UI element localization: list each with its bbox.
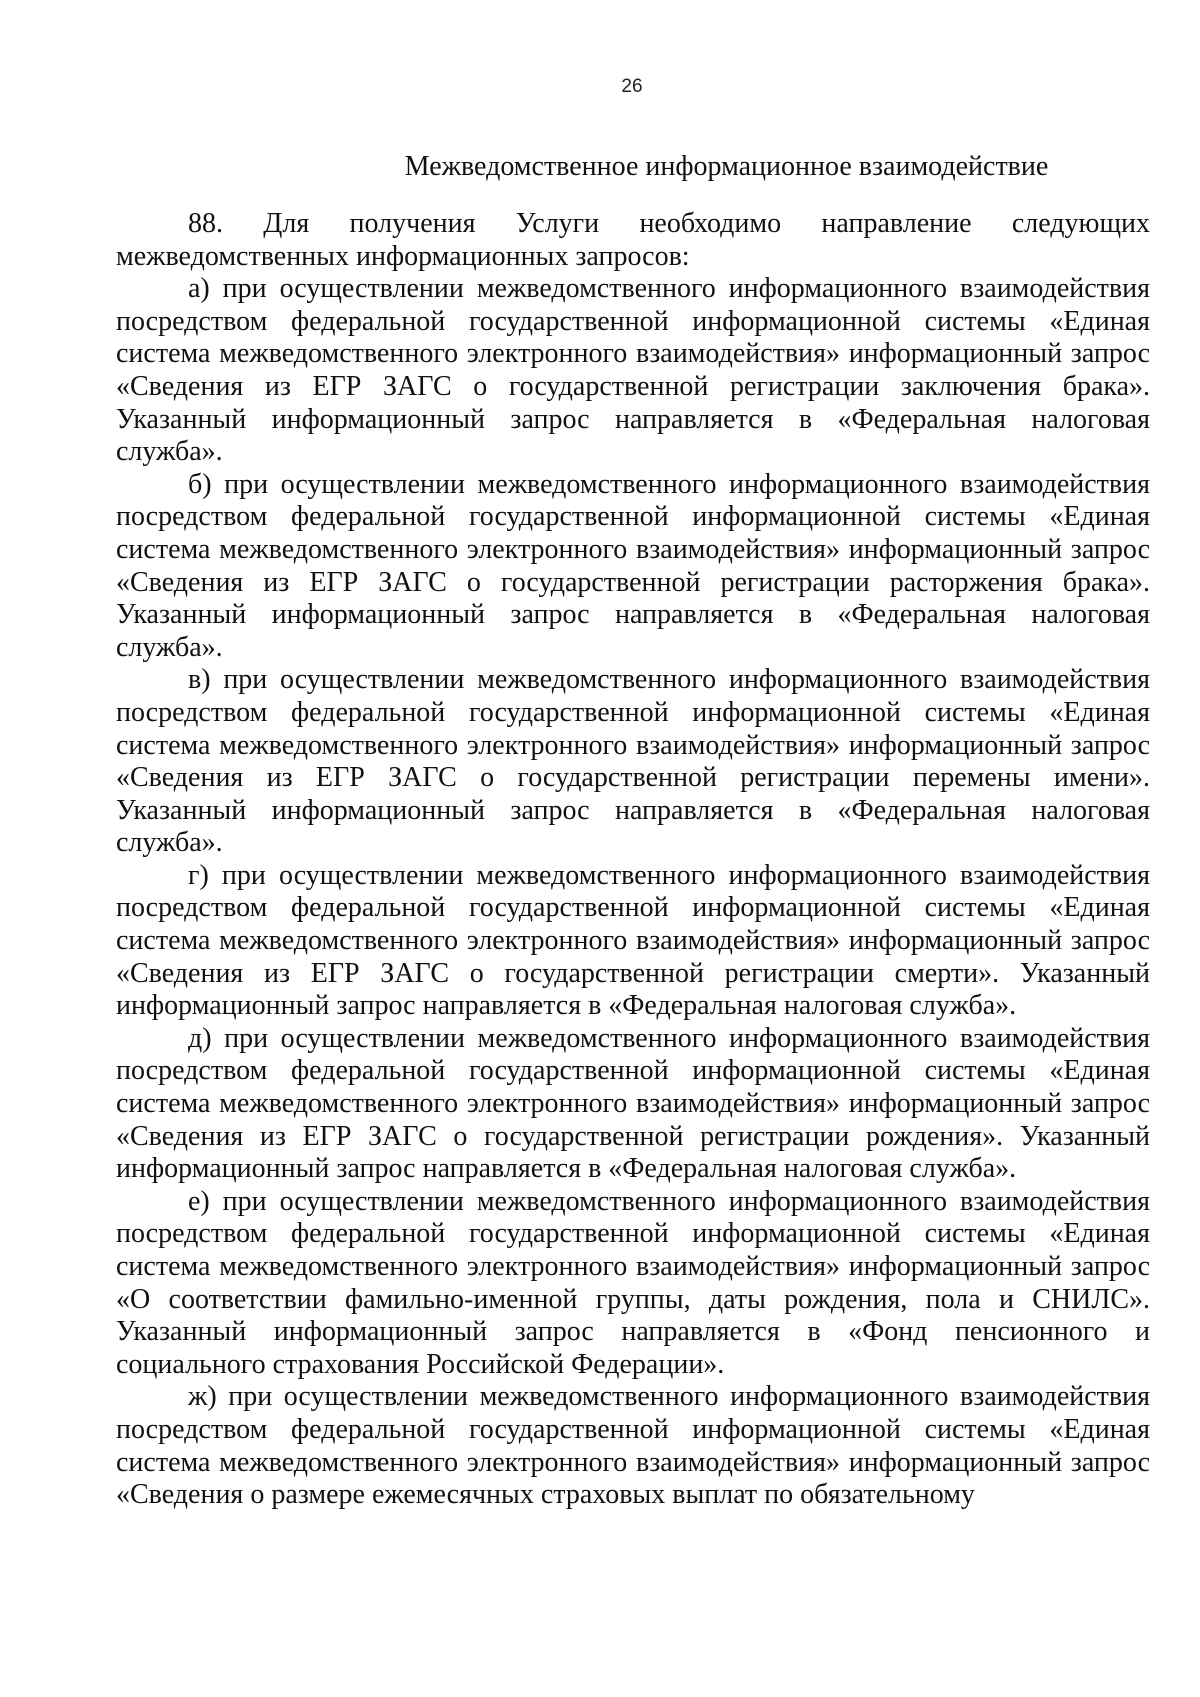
paragraph-item-zh: ж) при осуществлении межведомственного информационного взаимодействия посредством федеральной государственной информационной системы «Единая система межведомственного электронного взаимодействия» информационный запрос «Сведения о размере ежемесячных страховых выплат по обязательному [116, 1381, 1150, 1511]
paragraph-item-v: в) при осуществлении межведомственного информационного взаимодействия посредством федеральной государственной информационной системы «Единая система межведомственного электронного взаимодействия» информационный запрос «Сведения из ЕГР ЗАГС о государственной регистрации перемены имени». Указанный информационный запрос направляется в «Федеральная налоговая служба». [116, 664, 1150, 859]
paragraph-88-intro: 88. Для получения Услуги необходимо направление следующих межведомственных информационных запросов: [116, 208, 1150, 272]
paragraph-item-e: е) при осуществлении межведомственного информационного взаимодействия посредством федеральной государственной информационной системы «Единая система межведомственного электронного взаимодействия» информационный запрос «О соответствии фамильно-именной группы, даты рождения, пола и СНИЛС». Указанный информационный запрос направляется в «Фонд пенсионного и социального страхования Российской Федерации». [116, 1185, 1150, 1380]
paragraph-item-d: д) при осуществлении межведомственного информационного взаимодействия посредством федеральной государственной информационной системы «Единая система межведомственного электронного взаимодействия» информационный запрос «Сведения из ЕГР ЗАГС о государственной регистрации рождения». Указанный информационный запрос направляется в «Федеральная налоговая служба». [116, 1022, 1150, 1185]
paragraph-item-g: г) при осуществлении межведомственного информационного взаимодействия посредством федеральной государственной информационной системы «Единая система межведомственного электронного взаимодействия» информационный запрос «Сведения из ЕГР ЗАГС о государственной регистрации смерти». Указанный информационный запрос направляется в «Федеральная налоговая служба». [116, 859, 1150, 1022]
paragraph-item-a: а) при осуществлении межведомственного информационного взаимодействия посредством федеральной государственной информационной системы «Единая система межведомственного электронного взаимодействия» информационный запрос «Сведения из ЕГР ЗАГС о государственной регистрации заключения брака». Указанный информационный запрос направляется в «Федеральная налоговая служба». [116, 273, 1150, 468]
page-number: 26 [621, 76, 643, 97]
section-heading: Межведомственное информационное взаимодействие [404, 151, 1049, 182]
document-body [116, 150, 1150, 1512]
paragraph-item-b: б) при осуществлении межведомственного информационного взаимодействия посредством федеральной государственной информационной системы «Единая система межведомственного электронного взаимодействия» информационный запрос «Сведения из ЕГР ЗАГС о государственной регистрации расторжения брака». Указанный информационный запрос направляется в «Федеральная налоговая служба». [116, 468, 1150, 663]
